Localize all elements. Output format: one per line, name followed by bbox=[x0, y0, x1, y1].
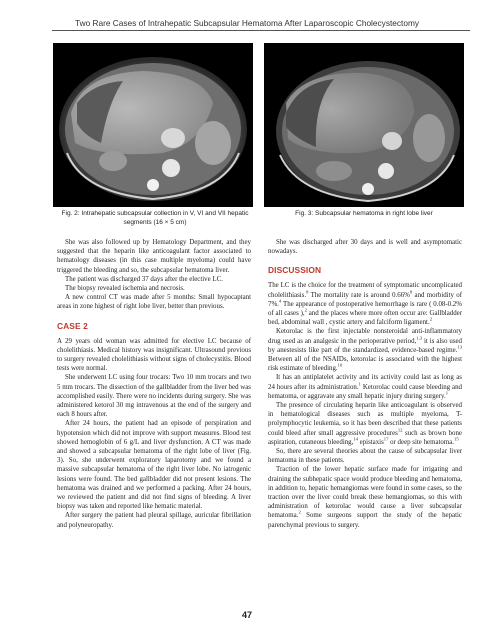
figure-2-caption: Fig. 2: Intrahepatic subcapsular collection in V, VI and VII hepatic segments (16 × 5 cm) bbox=[61, 210, 249, 226]
paragraph: The biopsy revealed ischemia and necrosis. bbox=[65, 285, 185, 293]
text-run: Ketorolac could cause bleeding and hematoma, or aggravate any small hepatic injury during surgery. bbox=[268, 383, 462, 400]
header-rule bbox=[52, 30, 470, 31]
text-run: Some surgeons support the study of the hepatic parenchymal previous to surgery. bbox=[268, 512, 462, 529]
paragraph: The patient was discharged 37 days after the elective LC. bbox=[65, 275, 223, 283]
figure-3-image bbox=[264, 43, 464, 207]
citation-ref: 10 bbox=[337, 362, 343, 368]
figure-3-ct-scan bbox=[264, 43, 464, 207]
page-number: 47 bbox=[241, 610, 252, 620]
citation-ref: 2 bbox=[304, 307, 307, 313]
citation-ref: 2 bbox=[429, 316, 432, 322]
text-run: The appearance of postoperative hemorrhage is rare ( 0.08-0.2% of all cases ), bbox=[268, 300, 462, 318]
case-2-heading: CASE 2 bbox=[57, 320, 88, 331]
citation-ref: 2 bbox=[298, 510, 301, 516]
text-run: and morbidity of 7%. bbox=[268, 291, 462, 308]
figure-2-image bbox=[53, 43, 253, 207]
paragraph: A 29 years old woman was admitted for elective LC because of cholelithiasis. Medical history was insignificant. Ultrasound previous to surgery revealed cholelithiasis without signs of cholecystitis. Blood tests were normal. bbox=[57, 337, 251, 373]
citation-ref: 15 bbox=[454, 436, 459, 442]
paragraph: After surgery the patient had pleural spillage, auricular fibrillation and polyneuropathy. bbox=[57, 512, 251, 529]
paragraph: She was also followed up by Hematology Department, and they suggested that the heparin like anticoagulant factor associated to hematology diseases (in this case multiple myeloma) could have triggered the bleeding and so, the subcapsular hematoma liver. bbox=[57, 239, 251, 274]
citation-ref: 12 bbox=[397, 427, 403, 433]
text-run: or deep site hematoma. bbox=[388, 438, 455, 446]
citation-ref: 1,3 bbox=[416, 335, 423, 341]
right-column bbox=[268, 238, 462, 530]
citation-ref: 13 bbox=[457, 344, 462, 350]
text-run: It has an antiplatelet activity and its activity could last as long as 24 hours after its administration. bbox=[268, 374, 462, 391]
paragraph bbox=[268, 465, 462, 529]
paragraph: After 24 hours, the patient had an episode of perspiration and hypotension which did not improve with support measures. Blood test showed hemoglobin of 6 g/L and liver dysfunction. A CT was made and showed a subcapsular hematoma of the right lobe of liver (Fig. 3). So, she underwent exploratory laparotomy and we found a massive subcapsular hematoma of the right liver lobe. No iatrogenic lesions were found. The bed gallbladder did not present lesions. The hematoma was drained and we performed a packing. After 24 hours, we reviewed the patient and did not find signs of bleeding. A liver biopsy was taken and reported like hematic material. bbox=[57, 420, 251, 511]
citation-ref: 8 bbox=[409, 289, 413, 295]
paragraph bbox=[268, 401, 462, 447]
text-run: Ketorolac is the first injectable nonsteroidal anti-inflammatory drug used as an analgesic in the perioperative period, bbox=[268, 328, 462, 345]
text-run: Between all of the NSAIDs, ketorolac is associated with the highest risk estimate of bleeding. bbox=[268, 356, 462, 373]
text-run: and the places where more often occur are: Gallbladder bed, abdominal wall , cystic artery and falciform ligament. bbox=[268, 310, 462, 327]
paragraph bbox=[268, 373, 462, 401]
text-run: The presence of circulating heparin like anticoagulant is observed in hematological diseases such as multiple myeloma, T-prolymphocytic leukemia, so it has been described that these patients could bleed after small aggressive procedures bbox=[268, 402, 462, 437]
running-head: Two Rare Cases of Intrahepatic Subcapsular Hematoma After Laparoscopic Cholecystectomy bbox=[74, 18, 420, 28]
figure-3-caption: Fig. 3: Subcapsular hematoma in right lobe liver bbox=[295, 210, 433, 217]
left-column bbox=[57, 238, 251, 530]
discussion-heading: DISCUSSION bbox=[268, 265, 322, 276]
paragraph: She was discharged after 30 days and is well and asymptomatic nowadays. bbox=[268, 239, 462, 256]
paragraph bbox=[268, 327, 462, 373]
citation-ref: 4 bbox=[278, 298, 282, 304]
text-run: epistaxis bbox=[357, 438, 384, 446]
text-run: The LC is the choice for the treatment of symptomatic uncomplicated cholelithiasis. bbox=[268, 282, 462, 299]
figure-2-ct-scan bbox=[53, 43, 253, 207]
citation-ref: 14 bbox=[353, 436, 358, 442]
text-run: The mortality rate is around 0.66% bbox=[308, 291, 410, 299]
citation-ref: 8 bbox=[306, 289, 309, 295]
paragraph bbox=[268, 281, 462, 327]
text-run: it is also used by anestesists like part of the standardized, evidence-based regime. bbox=[268, 337, 463, 354]
citation-ref: 1 bbox=[358, 381, 361, 387]
citation-ref: 1 bbox=[445, 390, 449, 396]
text-run: such as brown bone aspiration, cutaneous bleeding, bbox=[268, 429, 462, 446]
paragraph: She underwent LC using four trocars: Two 10 mm trocars and two 5 mm trocars. The dissection of the gallbladder from the liver bed was accomplished easily. There were no incidents during surgery. She was administered ketorol 30 mg intravenous at the end of the surgery and each 8 hours after. bbox=[57, 374, 251, 419]
text-run: Traction of the lower hepatic surface made for irrigating and draining the subhepatic space would produce bleeding and hematoma, in addition to, hepatic hemangiomas were found in some cases, so the traction over the liver could break these hemangiomas, so this with administration of ketorolac would cause a liver subcapsular hematoma. bbox=[268, 466, 462, 520]
paragraph: So, there are several theories about the cause of subcapsular liver hematoma in these patients. bbox=[268, 448, 462, 465]
citation-ref: 17 bbox=[383, 436, 389, 442]
paragraph: A new control CT was made after 5 months: Small hypocaptant areas in zone highest of right lobe liver, better than previous. bbox=[57, 294, 251, 311]
